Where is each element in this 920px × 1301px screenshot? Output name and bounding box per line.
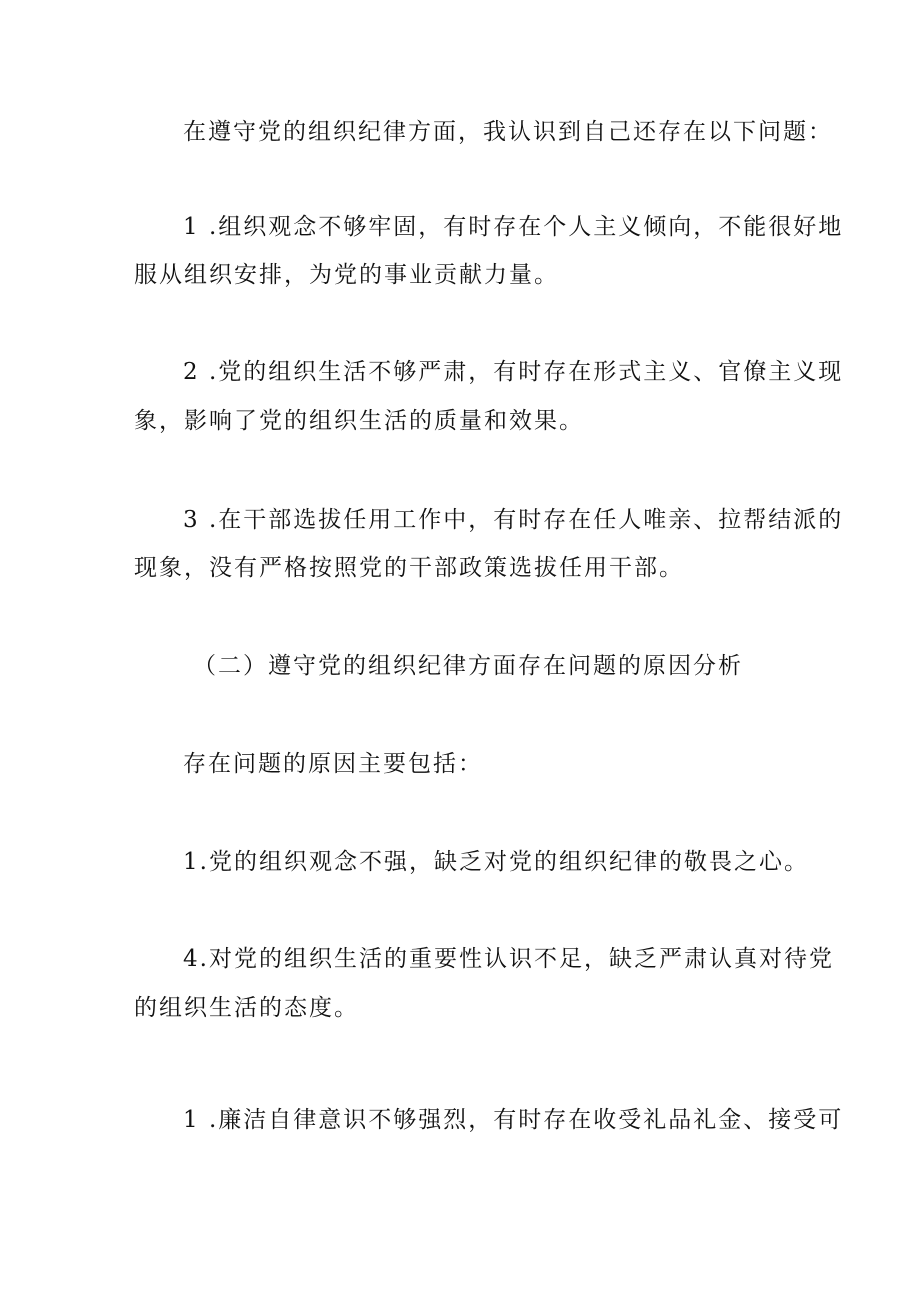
- item-3-line-2: 现象，没有严格按照党的干部政策选拔任用干部。: [134, 555, 684, 581]
- item-2-line-2: 象，影响了党的组织生活的质量和效果。: [134, 408, 584, 434]
- final-item-line: 1 .廉洁自律意识不够强烈，有时存在收受礼品礼金、接受可: [183, 1107, 844, 1133]
- item-1-line-1: 1 .组织观念不够牢固，有时存在个人主义倾向，不能很好地: [183, 214, 844, 240]
- item-1-line-2: 服从组织安排，为党的事业贡献力量。: [134, 262, 559, 288]
- cause-1-line: 1.党的组织观念不强，缺乏对党的组织纪律的敬畏之心。: [183, 849, 809, 875]
- item-2-line-1: 2 .党的组织生活不够严肃，有时存在形式主义、官僚主义现: [183, 359, 844, 385]
- item-3-line-1: 3 .在干部选拔任用工作中，有时存在任人唯亲、拉帮结派的: [183, 507, 844, 533]
- cause-4-line-2: 的组织生活的态度。: [134, 995, 359, 1021]
- intro-line: 在遵守党的组织纪律方面，我认识到自己还存在以下问题：: [183, 119, 833, 145]
- section-heading: （二）遵守党的组织纪律方面存在问题的原因分析: [193, 653, 743, 679]
- causes-intro: 存在问题的原因主要包括：: [183, 751, 483, 777]
- cause-4-line-1: 4.对党的组织生活的重要性认识不足，缺乏严肃认真对待党: [183, 946, 834, 972]
